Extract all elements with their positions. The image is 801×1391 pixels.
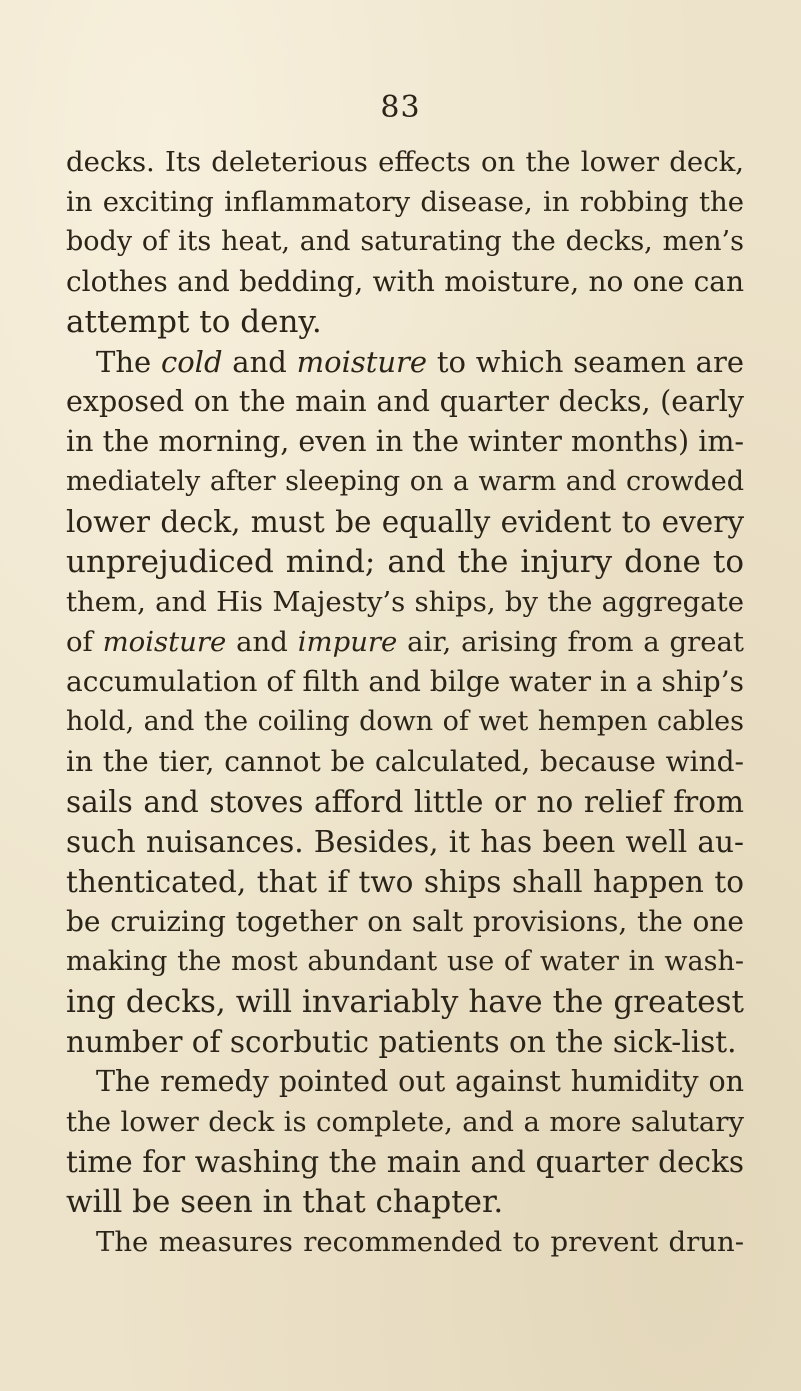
text-line-22: ing decks, will invariably have the greatest [66,984,744,1020]
text-line-23: number of scorbutic patients on the sick-list. [66,1025,737,1059]
text-line-27: will be seen in that chapter. [66,1184,504,1220]
text-line-20: be cruizing together on salt provisions, the one [66,905,744,938]
italic-cold: cold [160,345,223,379]
text-line-28: The measures recommended to prevent drun- [96,1226,744,1258]
text-line-11: unprejudiced mind; and the injury done to [66,544,744,580]
text-line-26: time for washing the main and quarter decks [66,1145,744,1179]
text-line-10: lower deck, must be equally evident to every [66,505,744,539]
text-line-3: body of its heat, and saturating the decks, men’s [66,226,744,257]
text-line-4: clothes and bedding, with moisture, no one can [66,265,744,298]
text-line-15: hold, and the coiling down of wet hempen cables [66,706,744,737]
page-number: 83 [380,90,421,125]
text-line-8: in the morning, even in the winter months) im- [66,425,744,458]
text-line-21: making the most abundant use of water in wash- [66,946,744,977]
text-line-2: in exciting inflammatory disease, in robbing the [66,186,744,218]
italic-moisture-2: moisture [102,626,227,658]
text-line-25: the lower deck is complete, and a more salutary [66,1106,744,1138]
italic-impure: impure [297,626,398,658]
text-line-13: of moisture and impure air, arising from a great [66,626,744,658]
text-line-24: The remedy pointed out against humidity on [96,1065,744,1098]
text-line-17: sails and stoves afford little or no relief from [66,785,744,819]
text-line-14: accumulation of filth and bilge water in a ship’s [66,665,744,698]
italic-moisture: moisture [296,345,428,379]
text-line-6: The cold and moisture to which seamen are [96,345,745,379]
text-line-1: decks. Its deleterious effects on the lower deck, [66,146,744,178]
text-line-18: such nuisances. Besides, it has been well au- [66,825,744,859]
text-line-16: in the tier, cannot be calculated, because wind- [66,745,744,778]
text-line-9: mediately after sleeping on a warm and crowded [66,466,744,497]
text-line-19: thenticated, that if two ships shall happen to [66,865,744,899]
text-line-5: attempt to deny. [66,304,322,340]
text-line-7: exposed on the main and quarter decks, (early [66,385,744,418]
text-line-12: them, and His Majesty’s ships, by the aggregate [66,586,744,618]
